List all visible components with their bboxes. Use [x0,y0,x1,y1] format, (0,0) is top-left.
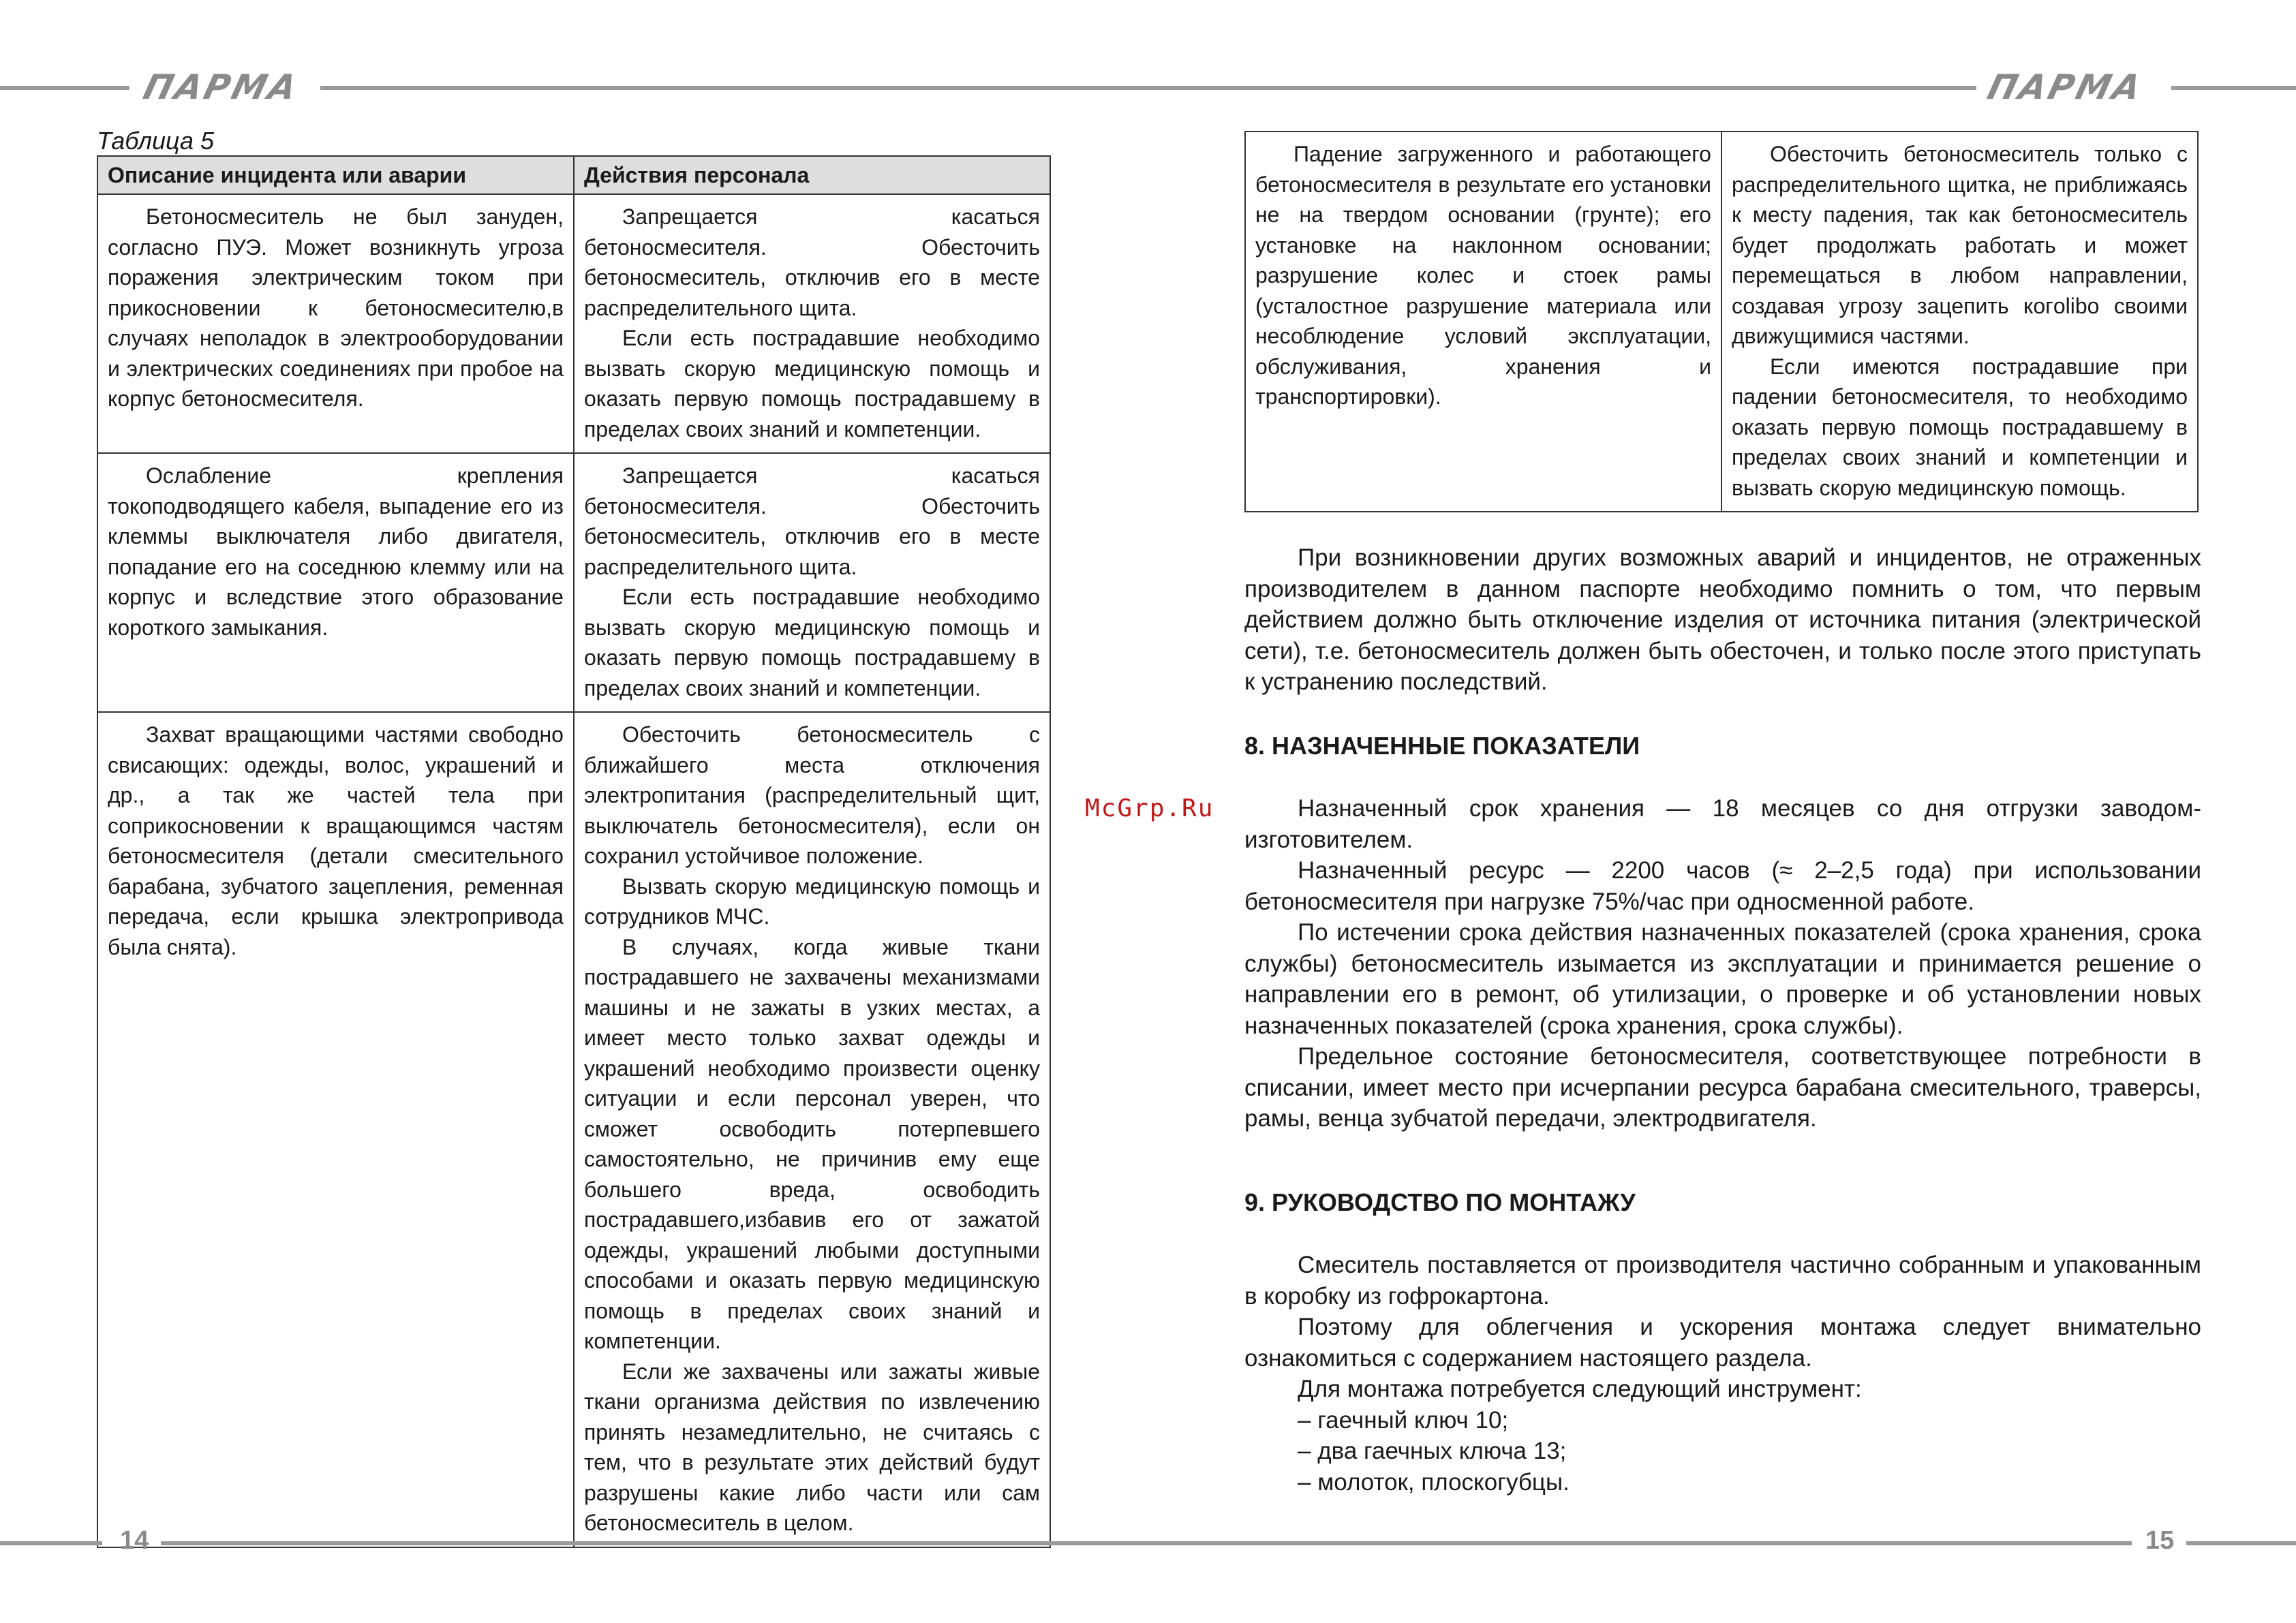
column-header-description: Описание инцидента или аварии [97,156,574,194]
incident-table [97,155,1051,1548]
cell-paragraph: Обесточить бетоносмеситель с ближайшего места отключения электропитания (распределительный щит, выключатель бетоносмесителя), если он сохранил устойчивое положение. [583,722,1040,868]
cell-paragraph: Падение загруженного и работающего бетоносмесителя в результате его установки не на твердом основании (грунте); его установке на наклонном основании; разрушение колес и стоек рамы (усталостное разрушение материала или несоблюдение условий эксплуатации, обслуживания, хранения и транспортировки). [1255,142,1711,409]
intro-paragraph: При возникновении других возможных аварий и инцидентов, не отраженных производителем в данном паспорте необходимо помнить о том, что первым действием должно быть отключение изделия от источника питания (электрической сети), т.е. бетоносмеситель должен быть обесточен, и только после этого приступать к устранению последствий. [1244,544,2201,695]
cell-paragraph: Если есть пострадавшие необходимо вызвать скорую медицинскую помощь и оказать первую помощь пострадавшему в пределах своих знаний и компетенции. [583,326,1040,442]
page-number: 14 [120,1526,149,1555]
actions-cell [1721,132,2198,512]
header-rule-right-b [2171,86,2296,90]
actions-cell [574,453,1050,712]
footer-rule-right-a [1148,1541,2132,1545]
section-paragraph: По истечении срока действия назначенных показателей (срока хранения, срока службы) бетоносмеситель изымается из эксплуатации и принимается решение о направлении его в ремонт, об утилизации, о проверке и об установлении новых назначенных показателей (срока хранения, срока службы). [1244,919,2201,1039]
footer-rule-left-b [161,1541,1148,1545]
section-paragraph: Предельное состояние бетоносмесителя, соответствующее потребности в списании, имеет место при исчерпании ресурса барабана смесительного, траверсы, рамы, венца зубчатой передачи, электродвигателя. [1244,1043,2201,1132]
intro-text [1244,542,2201,698]
incident-description-cell [1245,132,1721,512]
incident-description-cell [97,194,574,453]
cell-paragraph: Обесточить бетоносмеситель только с распределительного щитка, не приближаясь к месту падения, так как бетоносмеситель будет продолжать работать и может перемещаться в любом направлении, создавая угрозу зацепить когolibo своими движущимися частями. [1731,142,2188,348]
parma-logo-right: ПАРМА [1983,67,2147,107]
actions-cell [574,712,1050,1547]
section-8-heading: 8. НАЗНАЧЕННЫЕ ПОКАЗАТЕЛИ [1244,732,1640,760]
cell-paragraph: Запрещается касаться бетоносмесителя. Обесточить бетоносмеситель, отключив его в месте распределительного щита. [583,204,1040,320]
footer-rule-right-b [2186,1541,2296,1545]
table-row [97,453,1050,712]
column-header-actions: Действия персонала [574,156,1050,194]
table-row [97,712,1050,1547]
section-8-body [1244,793,2201,1134]
tool-list-item: – молоток, плоскогубцы. [1298,1468,1570,1496]
section-9-heading: 9. РУКОВОДСТВО ПО МОНТАЖУ [1244,1188,1636,1216]
cell-paragraph: Если же захвачены или зажаты живые ткани организма действия по извлечению принять незамедлительно, не считаясь с тем, что в результате этих действий будут разрушены какие либо части или сам бетоносмеситель в целом. [583,1359,1040,1535]
section-paragraph: Назначенный срок хранения — 18 месяцев со дня отгрузки заводом-изготовителем. [1244,795,2201,853]
cell-paragraph: В случаях, когда живые ткани пострадавшего не захвачены механизмами машины и не зажаты в узких местах, а имеет место только захват одежды и украшений необходимо произвести оценку ситуации и если персонал уверен, что сможет освободить потерпевшего самостоятельно, не причинив ему еще большего вреда, освободить пострадавшего,избавив его от зажатой одежды, украшений любыми доступными способами и оказать первую медицинскую помощь в пределах своих знаний и компетенции. [583,934,1040,1353]
tool-list-item: – два гаечных ключа 13; [1298,1438,1567,1464]
table-row [1245,132,2198,512]
header-rule-left-b [320,86,1148,90]
incident-description-cell [97,453,574,712]
cell-paragraph: Вызвать скорую медицинскую помощь и сотрудников МЧС. [583,874,1040,929]
incident-description-cell [97,712,574,1547]
section-paragraph: Назначенный ресурс — 2200 часов (≈ 2–2,5 года) при использовании бетоносмесителя при нагрузке 75%/час при односменной работе. [1244,857,2201,915]
section-paragraph: Смеситель поставляется от производителя частично собранным и упакованным в коробку из гофрокартона. [1244,1252,2201,1310]
incident-table-continued [1244,131,2199,512]
footer-rule-left-a [0,1541,102,1545]
watermark: McGrp.Ru [1085,794,1214,822]
section-paragraph: Поэтому для облегчения и ускорения монтажа следует внимательно ознакомиться с содержанием настоящего раздела. [1244,1314,2201,1372]
table-row [97,194,1050,453]
cell-paragraph: Если имеются пострадавшие при падении бетоносмесителя, то необходимо оказать первую помощь пострадавшему в пределах своих знаний и компетенции и вызвать скорую медицинскую помощь. [1731,354,2188,500]
actions-cell [574,194,1050,453]
tool-list-item: – гаечный ключ 10; [1298,1406,1509,1434]
cell-paragraph: Если есть пострадавшие необходимо вызвать скорую медицинскую помощь и оказать первую помощь пострадавшему в пределах своих знаний и компетенции. [583,585,1040,700]
cell-paragraph: Захват вращающими частями свободно свисающих: одежды, волос, украшений и др., а так же частей тела при соприкосновении к вращающимся частям бетоносмесителя (детали смесительного барабана, зубчатого зацепления, ременная передача, если крышка электропривода была снята). [108,722,564,959]
cell-paragraph: Бетоносмеситель не был зануден, согласно ПУЭ. Может возникнуть угроза поражения электрическим током при прикосновении к бетоносмесителю,в случаях неполадок в электрооборудовании и электрических соединениях при пробое на корпус бетоносмесителя. [108,204,564,411]
cell-paragraph: Запрещается касаться бетоносмесителя. Обесточить бетоносмеситель, отключив его в месте распределительного щита. [583,463,1040,579]
parma-logo-left: ПАРМА [139,67,303,107]
page-number: 15 [2145,1526,2175,1555]
section-paragraph: Для монтажа потребуется следующий инструмент: [1298,1376,1862,1402]
table-caption: Таблица 5 [97,127,215,155]
cell-paragraph: Ослабление крепления токоподводящего кабеля, выпадение его из клеммы выключателя либо двигателя, попадание его на соседнюю клемму или на корпус и вследствие этого образование короткого замыкания. [108,463,564,640]
section-9-body [1244,1250,2201,1498]
header-rule-left-a [0,86,129,90]
header-rule-right-a [1148,86,1976,90]
table-header-row [97,156,1050,194]
